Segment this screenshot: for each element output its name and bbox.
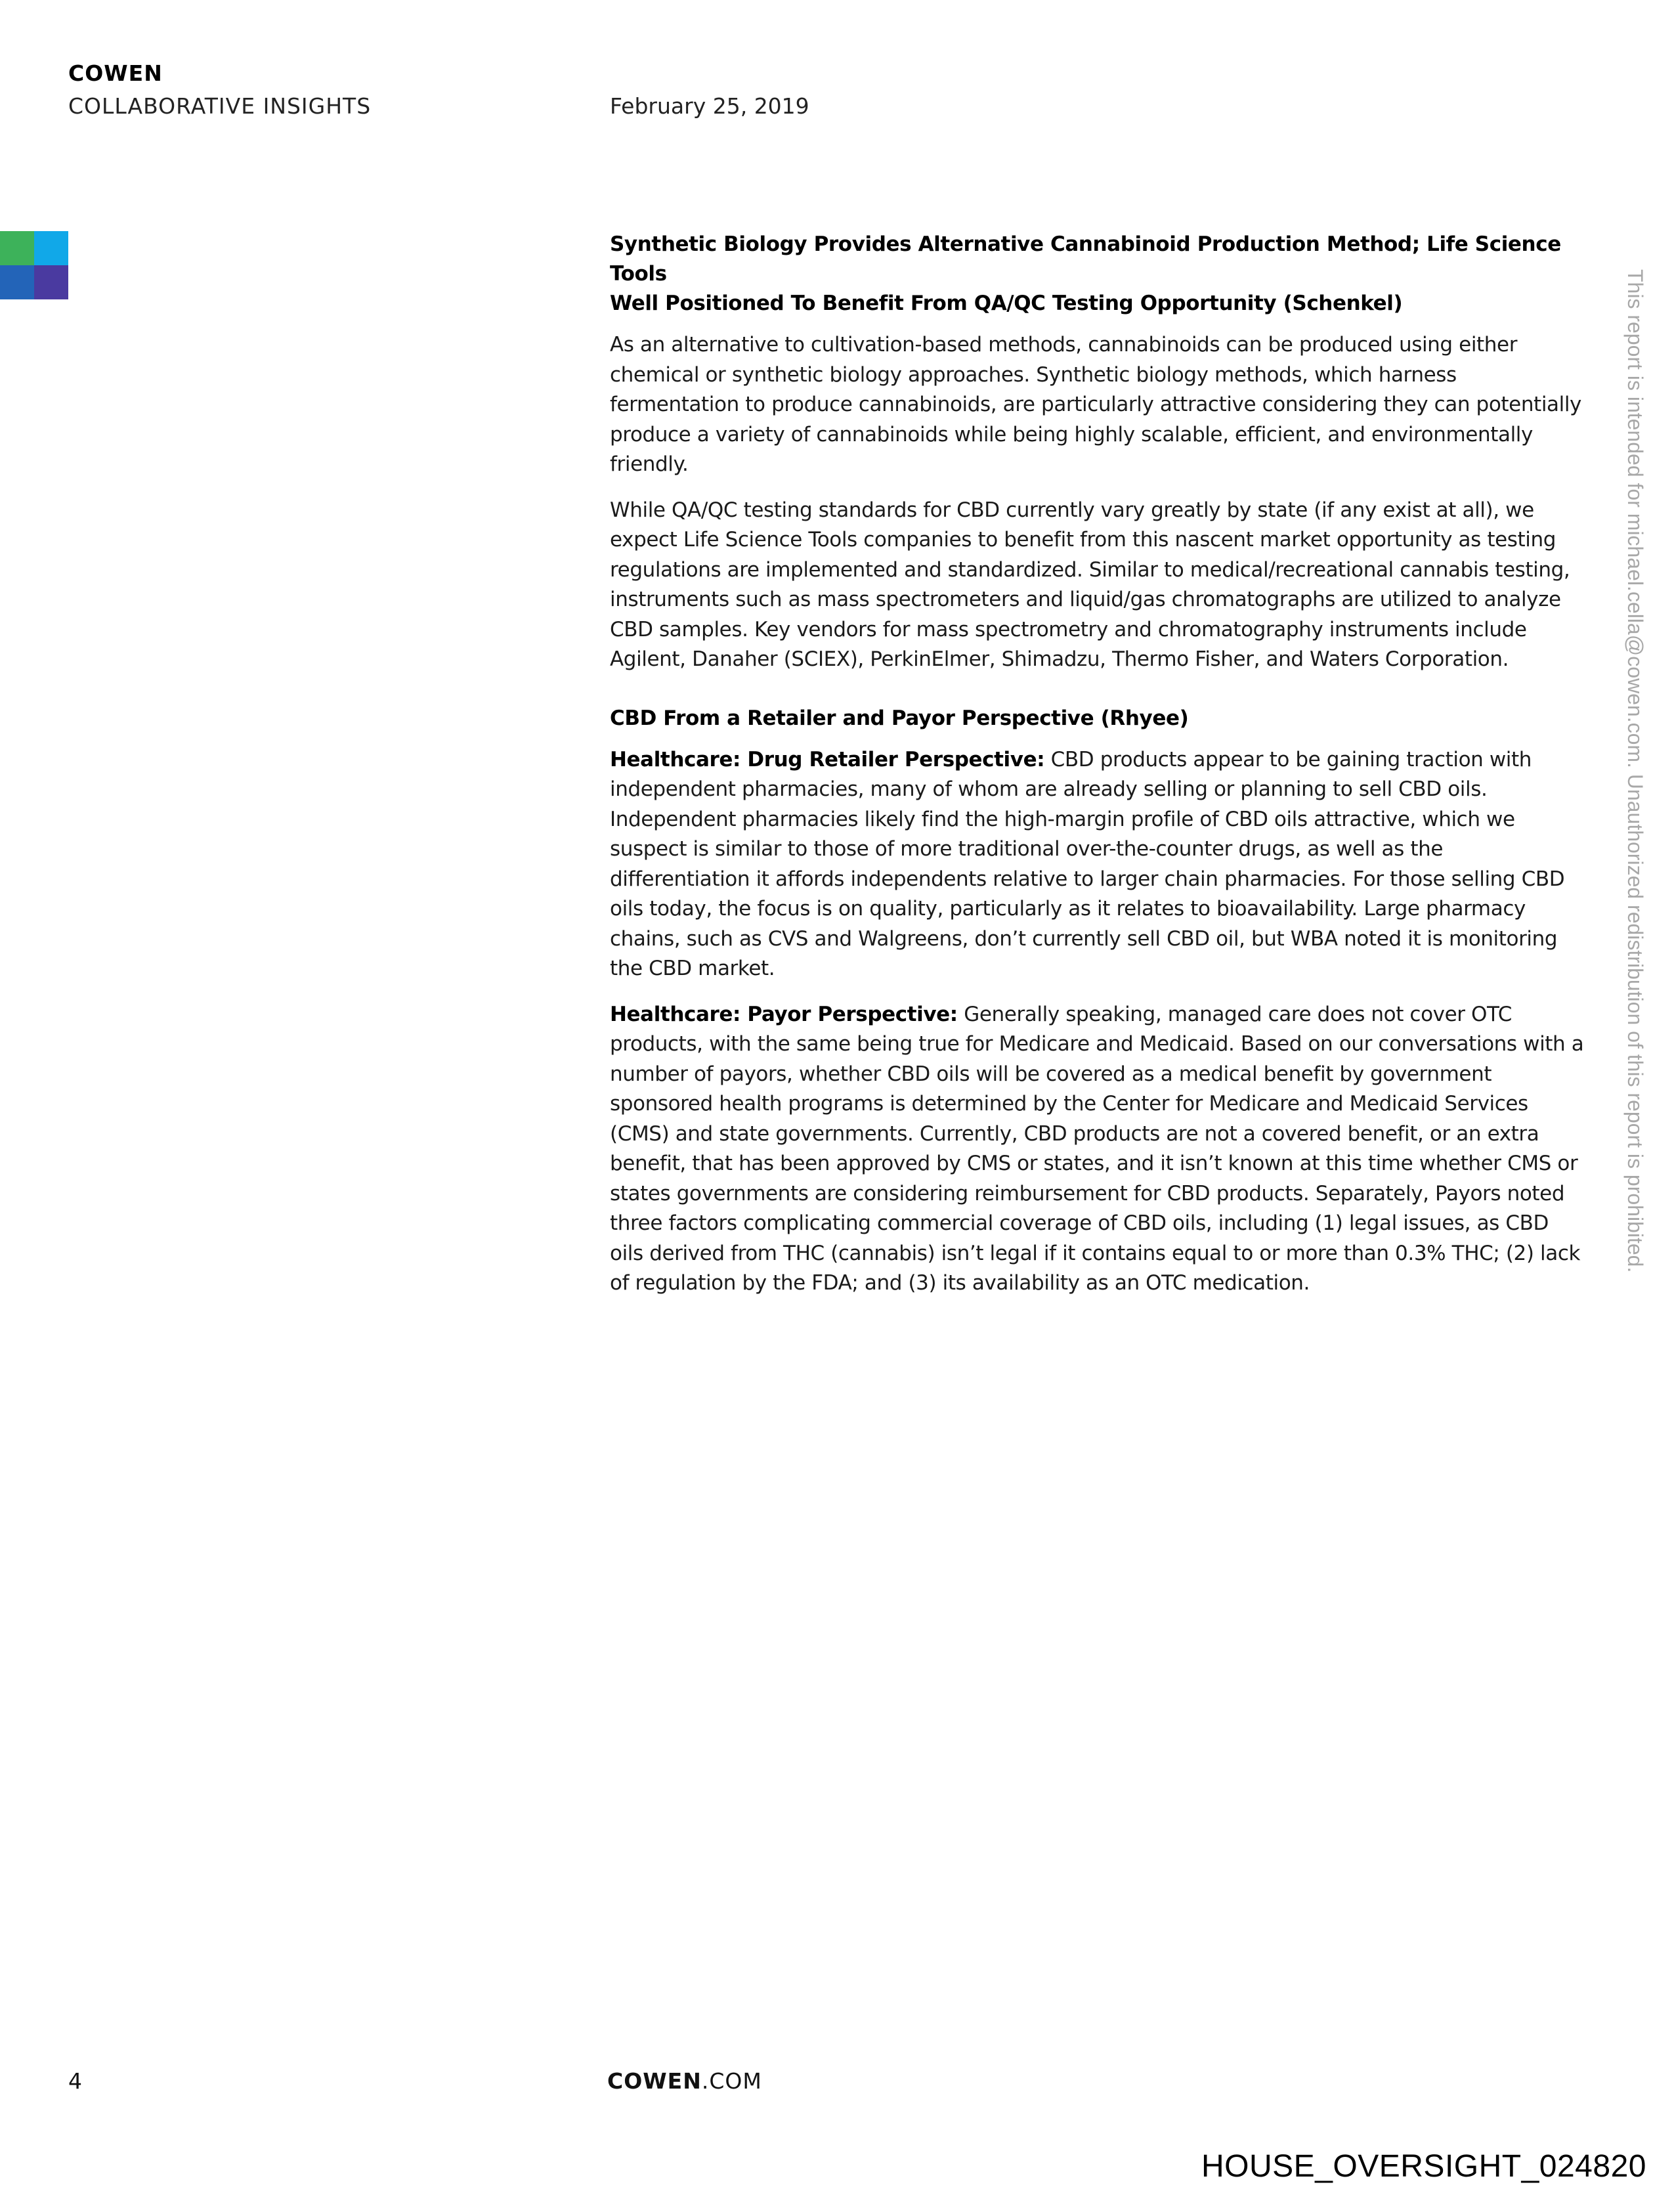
article-body — [610, 230, 1588, 1314]
footer-brand-suffix: .COM — [701, 2068, 762, 2094]
logo-square-green — [0, 231, 34, 265]
logo-square-blue — [0, 265, 34, 299]
paragraph-qa-qc-testing: While QA/QC testing standards for CBD currently vary greatly by state (if any exist at all), we expect Life Science Tools companies to benefit from this nascent market opportunity as testing regulations are implemented and standardized. Similar to medical/recreational cannabis testing, instruments such as mass spectrometers and liquid/gas chromatographs are utilized to analyze CBD samples. Key vendors for mass spectrometry and chromatography instruments include Agilent, Danaher (SCIEX), PerkinElmer, Shimadzu, Thermo Fisher, and Waters Corporation. — [610, 498, 1570, 671]
watermark-text: This report is intended for michael.cella@cowen.com. Unauthorized redistribution of this report is prohibited. — [1623, 269, 1647, 1273]
lead-drug-retailer: Healthcare: Drug Retailer Perspective: — [610, 747, 1045, 771]
body-drug-retailer: CBD products appear to be gaining traction with independent pharmacies, many of whom are already selling or planning to sell CBD oils. Independent pharmacies likely find the high-margin profile of CBD oils attractive, which we suspect is similar to those of more traditional over-the-counter drugs, as well as the differentiation it affords independents relative to larger chain pharmacies. For those selling CBD oils today, the focus is on quality, particularly as it relates to bioavailability. Large pharmacy chains, such as CVS and Walgreens, don’t currently sell CBD oil, but WBA noted it is monitoring the CBD market. — [610, 747, 1565, 980]
logo-squares — [0, 231, 68, 299]
logo-square-cyan — [34, 231, 68, 265]
section-heading-retailer-payor: CBD From a Retailer and Payor Perspective (Rhyee) — [610, 706, 1189, 730]
paragraph-drug-retailer — [610, 745, 1588, 984]
page-number: 4 — [68, 2068, 82, 2094]
report-date: February 25, 2019 — [610, 93, 809, 119]
logo-square-purple — [34, 265, 68, 299]
brand-name: COWEN — [68, 60, 163, 86]
paragraph-payor — [610, 1000, 1588, 1299]
paragraph-synthetic-biology: As an alternative to cultivation-based methods, cannabinoids can be produced using either chemical or synthetic biology approaches. Synthetic biology methods, which harness fermentation to produce cannabinoids, are particularly attractive considering they can potentially produce a variety of cannabinoids while being highly scalable, efficient, and environmentally friendly. — [610, 333, 1581, 476]
section-heading-synthetic-biology — [610, 230, 1588, 318]
footer-brand-bold: COWEN — [607, 2068, 702, 2094]
body-payor: Generally speaking, managed care does not cover OTC products, with the same being true for Medicare and Medicaid. Based on our conversations with a number of payors, whether CBD oils will be covered as a medical benefit by government sponsored health programs is determined by the Center for Medicare and Medicaid Services (CMS) and state governments. Currently, CBD products are not a covered benefit, or an extra benefit, that has been approved by CMS or states, and it isn’t known at this time whether CMS or states governments are considering reimbursement for CBD products. Separately, Payors noted three factors complicating commercial coverage of CBD oils, including (1) legal issues, as CBD oils derived from THC (cannabis) isn’t legal if it contains equal to or more than 0.3% THC; (2) lack of regulation by the FDA; and (3) its availability as an OTC medication. — [610, 1002, 1584, 1295]
heading-line-2: Well Positioned To Benefit From QA/QC Testing Opportunity (Schenkel) — [610, 292, 1403, 315]
distribution-watermark — [1623, 269, 1650, 1438]
lead-payor: Healthcare: Payor Perspective: — [610, 1002, 958, 1026]
bates-number: HOUSE_OVERSIGHT_024820 — [1201, 2149, 1646, 2184]
footer-website — [607, 2068, 762, 2094]
heading-line-1: Synthetic Biology Provides Alternative Cannabinoid Production Method; Life Science Tools — [610, 232, 1561, 286]
brand-subtitle: COLLABORATIVE INSIGHTS — [68, 93, 372, 119]
